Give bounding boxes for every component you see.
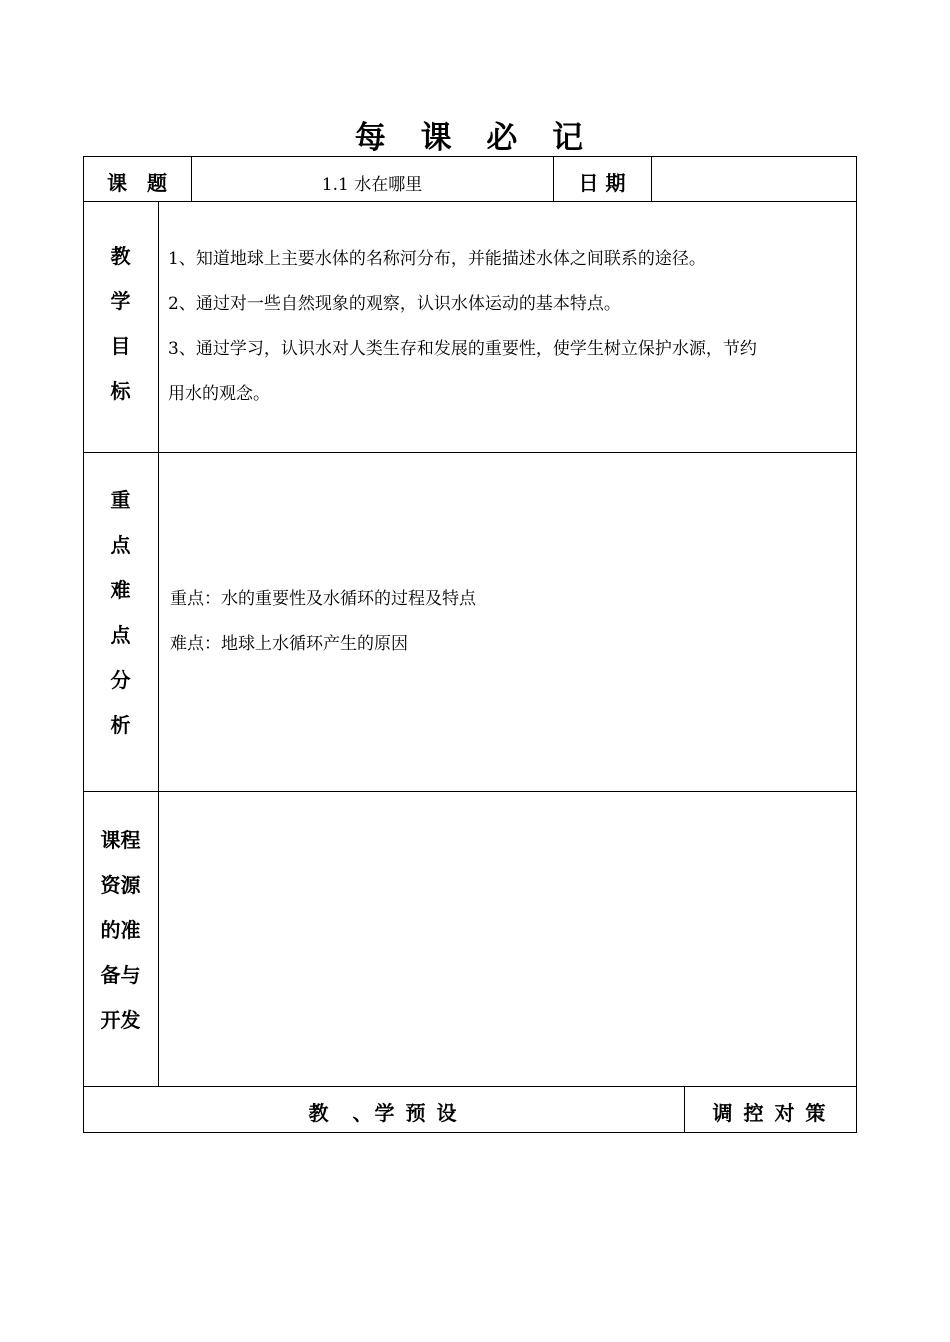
resources-content[interactable] [170, 805, 850, 1075]
objectives-label-char: 标 [110, 379, 131, 403]
key-points-label-char: 重 [110, 488, 131, 512]
page-title: 每 课 必 记 [354, 120, 596, 156]
key-points-content[interactable] [170, 577, 850, 667]
table-row-divider-3 [83, 791, 857, 792]
key-points-label-char: 点 [110, 623, 131, 647]
objective-line: 用水的观念。 [168, 384, 270, 404]
objectives-label-char: 教 [110, 244, 131, 268]
label-column-divider [158, 201, 159, 1087]
key-points-label-char: 点 [110, 533, 131, 557]
resources-label-line: 课程 [100, 828, 141, 852]
key-points-label-char: 分 [110, 668, 131, 692]
objective-line: 3、通过学习，认识水对人类生存和发展的重要性，使学生树立保护水源，节约 [168, 339, 757, 359]
table-border-bottom [83, 1132, 857, 1133]
key-point-line: 难点：地球上水循环产生的原因 [170, 634, 408, 654]
objectives-label-char: 学 [110, 289, 131, 313]
resources-label-line: 的准 [100, 918, 141, 942]
key-point-line: 重点：水的重要性及水循环的过程及特点 [170, 589, 476, 609]
key-points-label [83, 478, 158, 748]
table-row-divider-1 [83, 201, 857, 202]
objectives-content[interactable] [168, 237, 848, 417]
table-row-divider-4 [83, 1086, 857, 1087]
topic-value[interactable]: 1.1 水在哪里 [321, 175, 423, 195]
adjustment-strategy-label: 调 控 对 策 [712, 1101, 828, 1125]
resources-label-line: 开发 [100, 1008, 141, 1032]
objective-line: 1、知道地球上主要水体的名称河分布，并能描述水体之间联系的途径。 [168, 249, 706, 269]
resources-label-line: 资源 [100, 873, 141, 897]
resources-label [83, 818, 158, 1043]
objective-line: 2、通过对一些自然现象的观察，认识水体运动的基本特点。 [168, 294, 621, 314]
table-border-top [83, 156, 857, 157]
key-points-label-char: 析 [110, 713, 131, 737]
date-label: 日 期 [578, 171, 626, 195]
topic-label: 课 题 [107, 171, 167, 195]
key-points-label-char: 难 [110, 578, 131, 602]
table-border-right [856, 156, 857, 1133]
teaching-plan-label: 教 、学 预 设 [308, 1101, 459, 1125]
table-row-divider-2 [83, 452, 857, 453]
objectives-label-char: 目 [110, 334, 131, 358]
header-divider-date-value [651, 156, 652, 202]
objectives-label [83, 234, 158, 414]
resources-label-line: 备与 [100, 963, 141, 987]
